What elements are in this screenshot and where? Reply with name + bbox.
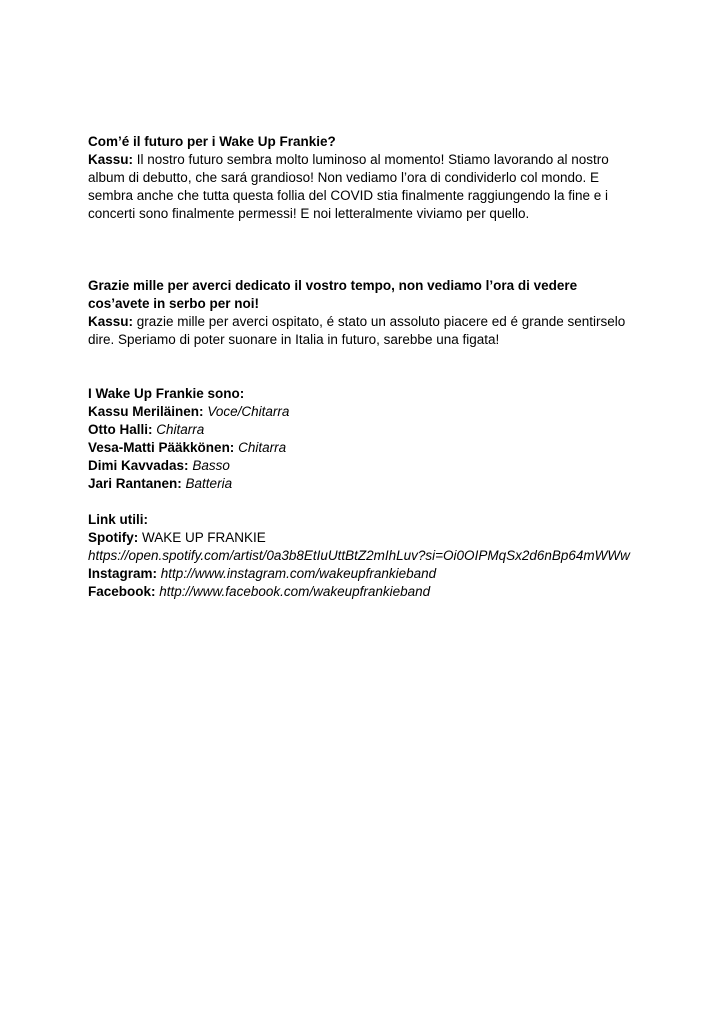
- member-name: Vesa-Matti Pääkkönen:: [88, 440, 235, 455]
- member-name: Jari Rantanen:: [88, 476, 182, 491]
- link-value: WAKE UP FRANKIE: [142, 530, 266, 545]
- member-role: Basso: [192, 458, 230, 473]
- article-content: [88, 133, 640, 601]
- question-heading: Com’é il futuro per i Wake Up Frankie?: [88, 134, 336, 149]
- section-spacer: [88, 349, 640, 385]
- link-url: http://www.instagram.com/wakeupfrankieband: [160, 566, 437, 581]
- answer-paragraph: [88, 313, 640, 349]
- member-row: [88, 421, 640, 439]
- qa1-section: [88, 133, 640, 223]
- member-name: Kassu Meriläinen:: [88, 404, 204, 419]
- answer-line: dire. Speriamo di poter suonare in Italia in futuro, sarebbe una figata!: [88, 332, 500, 347]
- member-row: [88, 457, 640, 475]
- speaker-label: Kassu:: [88, 152, 134, 167]
- link-label: Spotify:: [88, 530, 139, 545]
- section-spacer: [88, 223, 640, 277]
- question-heading: Grazie mille per averci dedicato il vostro tempo, non vediamo l’ora di vedere: [88, 278, 578, 293]
- answer-text: grazie mille per averci ospitato, é stato un assoluto piacere ed é grande sentirselo: [136, 314, 626, 329]
- answer-line: album di debutto, che sará grandioso! Non vediamo l’ora di condividerlo col mondo. E: [88, 170, 600, 185]
- spotify-row: [88, 529, 640, 547]
- member-row: [88, 403, 640, 421]
- section-spacer: [88, 493, 640, 511]
- member-name: Otto Halli:: [88, 422, 153, 437]
- spotify-url-line: https://open.spotify.com/artist/0a3b8EtIuUttBtZ2mIhLuv?si=Oi0OIPMqSx2d6nBp64mWWw: [88, 548, 630, 563]
- member-row: [88, 475, 640, 493]
- member-role: Voce/Chitarra: [207, 404, 290, 419]
- answer-line: [88, 151, 640, 169]
- speaker-label: Kassu:: [88, 314, 134, 329]
- answer-text: Il nostro futuro sembra molto luminoso al momento! Stiamo lavorando al nostro: [136, 152, 609, 167]
- link-label: Instagram:: [88, 566, 158, 581]
- member-role: Chitarra: [156, 422, 205, 437]
- answer-paragraph: [88, 151, 640, 223]
- member-row: [88, 439, 640, 457]
- answer-line: concerti sono finalmente permessi! E noi letteralmente viviamo per quello.: [88, 206, 530, 221]
- member-name: Dimi Kavvadas:: [88, 458, 189, 473]
- facebook-row: [88, 583, 640, 601]
- links-section: [88, 511, 640, 601]
- member-role: Batteria: [185, 476, 233, 491]
- answer-line: [88, 313, 640, 331]
- link-url: http://www.facebook.com/wakeupfrankieband: [159, 584, 431, 599]
- member-role: Chitarra: [238, 440, 287, 455]
- band-heading: I Wake Up Frankie sono:: [88, 386, 245, 401]
- qa2-section: [88, 277, 640, 349]
- links-heading: Link utili:: [88, 512, 148, 527]
- answer-line: sembra anche che tutta questa follia del COVID stia finalmente raggiungendo la fine e i: [88, 188, 609, 203]
- band-section: [88, 385, 640, 493]
- instagram-row: [88, 565, 640, 583]
- link-label: Facebook:: [88, 584, 156, 599]
- question-heading: cos’avete in serbo per noi!: [88, 296, 260, 311]
